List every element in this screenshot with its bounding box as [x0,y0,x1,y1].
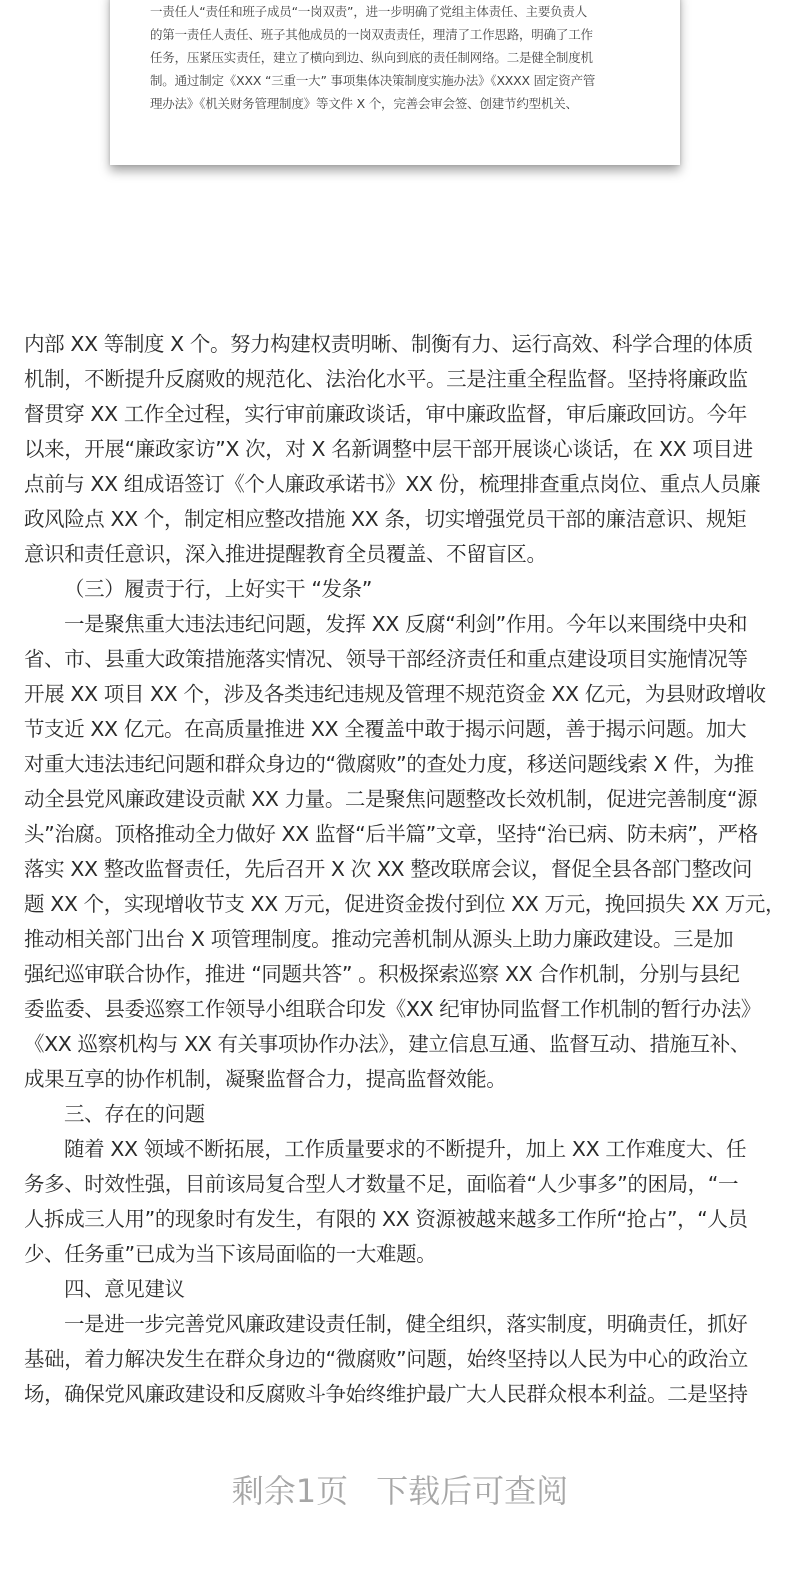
paragraph [24,1307,784,1412]
preview-text-line: 的第一责任人责任、班子其他成员的一岗双责责任，理清了工作思路，明确了工作 [150,27,593,42]
preview-text-line: 一责任人“责任和班子成员“一岗双责”，进一步明确了党组主体责任、主要负责人 [150,4,588,19]
paragraph [24,1132,784,1272]
text-line: 一是聚焦重大违法违纪问题，发挥 XX 反腐“利剑”作用。今年以来围绕中央和 [64,612,748,636]
text-line: 题 XX 个，实现增收节支 XX 万元，促进资金拨付到位 XX 万元，挽回损失 XX 万元， [24,892,786,916]
text-line: 成果互享的协作机制，凝聚监督合力，提高监督效能。 [24,1067,507,1091]
text-line: 委监委、县委巡察工作领导小组联合印发《XX 纪审协同监督工作机制的暂行办法》 [24,997,761,1021]
preview-page-card [110,0,680,165]
text-line: 《XX 巡察机构与 XX 有关事项协作办法》，建立信息互通、监督互动、措施互补、 [24,1032,750,1056]
text-line: 随着 XX 领域不断拓展，工作质量要求的不断提升，加上 XX 工作难度大、任 [64,1137,747,1161]
section-heading [24,572,784,607]
download-hint-label: 下载后可查阅 [376,1472,569,1510]
preview-page-text [150,0,650,115]
text-line: 对重大违法违纪问题和群众身边的“微腐败”的查处力度，移送问题线索 X 件，为推 [24,752,754,776]
text-line: 省、市、县重大政策措施落实情况、领导干部经济责任和重点建设项目实施情况等 [24,647,748,671]
remaining-pages-label: 剩余1页 [231,1472,349,1510]
download-prompt[interactable] [0,1466,800,1512]
text-line: 意识和责任意识，深入推进提醒教育全员覆盖、不留盲区。 [24,542,547,566]
document-body [24,327,784,1412]
preview-text-line: 制。通过制定《XXX “三重一大” 事项集体决策制度实施办法》《XXXX 固定资产管 [150,73,596,88]
text-line: 节支近 XX 亿元。在高质量推进 XX 全覆盖中敢于揭示问题，善于揭示问题。加大 [24,717,747,741]
text-line: 基础，着力解决发生在群众身边的“微腐败”问题，始终坚持以人民为中心的政治立 [24,1347,748,1371]
text-line: 以来，开展“廉政家访”X 次，对 X 名新调整中层干部开展谈心谈话，在 XX 项目进 [24,437,753,461]
section-heading [24,1272,784,1307]
preview-text-line: 理办法》《机关财务管理制度》等文件 X 个，完善会审会签、创建节约型机关、 [150,96,578,111]
text-line: （三）履责于行，上好实干 “发条” [64,577,372,601]
text-line: 动全县党风廉政建设贡献 XX 力量。二是聚焦问题整改长效机制，促进完善制度“源 [24,787,758,811]
text-line: 政风险点 XX 个，制定相应整改措施 XX 条，切实增强党员干部的廉洁意识、规矩 [24,507,747,531]
text-line: 推动相关部门出台 X 项管理制度。推动完善机制从源头上助力廉政建设。三是加 [24,927,734,951]
text-line: 强纪巡审联合协作，推进 “同题共答” 。积极探索巡察 XX 合作机制，分别与县纪 [24,962,740,986]
preview-text-line: 任务，压紧压实责任，建立了横向到边、纵向到底的责任制网络。二是健全制度机 [150,50,593,65]
section-heading [24,1097,784,1132]
paragraph [24,607,784,1097]
text-line: 一是进一步完善党风廉政建设责任制，健全组织，落实制度，明确责任，抓好 [64,1312,748,1336]
text-line: 头”治腐。顶格推动全力做好 XX 监督“后半篇”文章，坚持“治已病、防未病”，严格 [24,822,758,846]
text-line: 落实 XX 整改监督责任，先后召开 X 次 XX 整改联席会议，督促全县各部门整改问 [24,857,753,881]
text-line: 点前与 XX 组成语签订《个人廉政承诺书》XX 份，梳理排查重点岗位、重点人员廉 [24,472,761,496]
text-line: 少、任务重”已成为当下该局面临的一大难题。 [24,1242,437,1266]
text-line: 场，确保党风廉政建设和反腐败斗争始终维护最广大人民群众根本利益。二是坚持 [24,1382,748,1406]
text-line: 机制，不断提升反腐败的规范化、法治化水平。三是注重全程监督。坚持将廉政监 [24,367,748,391]
text-line: 务多、时效性强，目前该局复合型人才数量不足，面临着“人少事多”的困局，“一 [24,1172,739,1196]
text-line: 人拆成三人用”的现象时有发生，有限的 XX 资源被越来越多工作所“抢占”，“人员 [24,1207,748,1231]
text-line: 三、存在的问题 [64,1102,205,1126]
paragraph [24,327,784,572]
text-line: 开展 XX 项目 XX 个，涉及各类违纪违规及管理不规范资金 XX 亿元，为县财政增收 [24,682,766,706]
text-line: 内部 XX 等制度 X 个。努力构建权责明晰、制衡有力、运行高效、科学合理的体质 [24,332,753,356]
text-line: 四、意见建议 [64,1277,185,1301]
text-line: 督贯穿 XX 工作全过程，实行审前廉政谈话，审中廉政监督，审后廉政回访。今年 [24,402,747,426]
